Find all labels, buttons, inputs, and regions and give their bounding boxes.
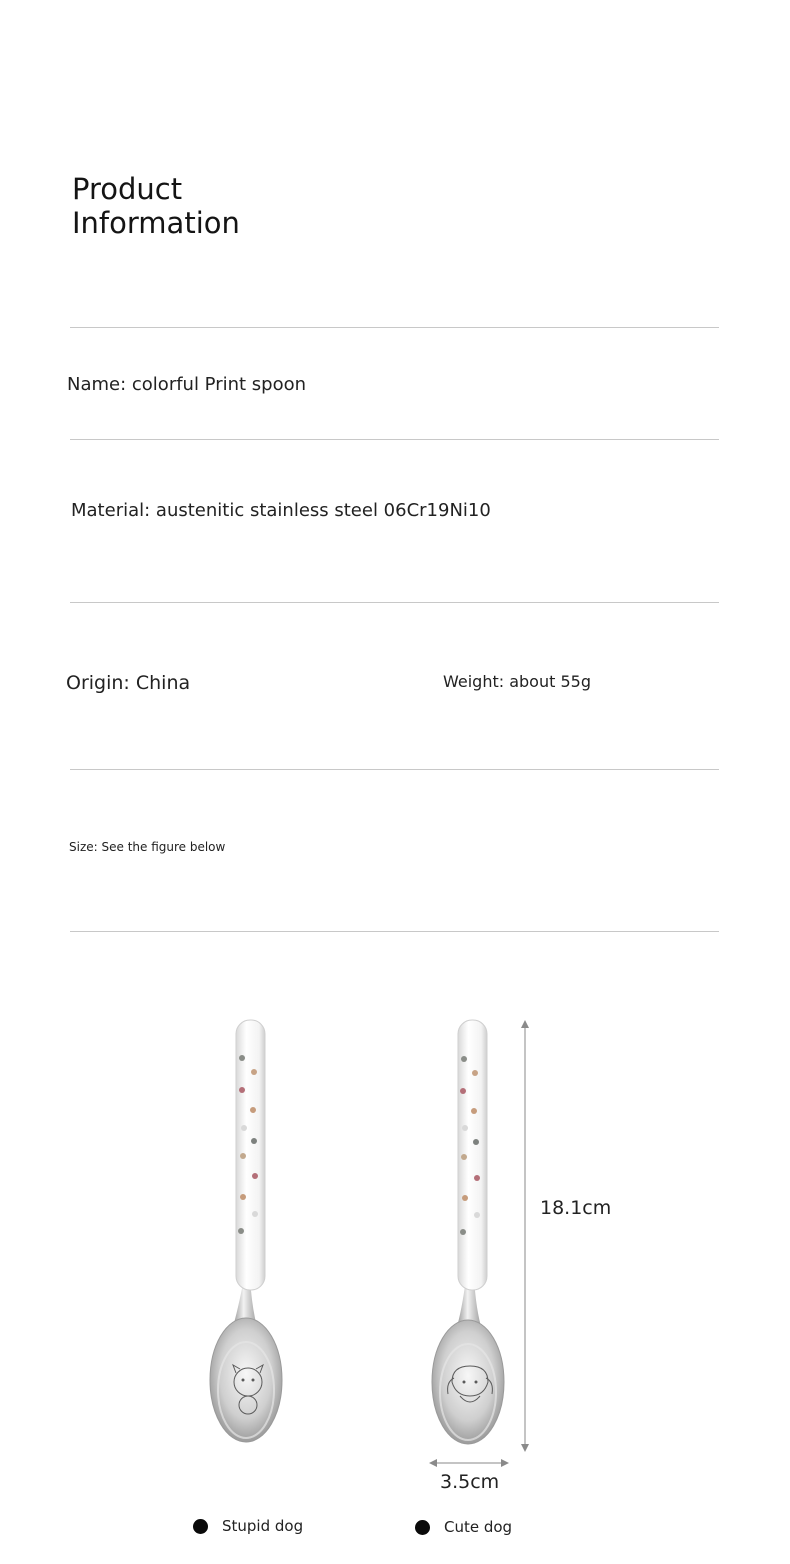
section-title-line-2: Information [72,206,240,240]
divider [70,439,719,440]
spoons-illustration [0,990,790,1564]
spoon-stupid-dog [210,1020,282,1442]
variant-cute-dog [415,1518,512,1536]
product-origin: Origin: China [66,672,191,694]
product-size: Size: See the figure below [69,840,226,854]
divider [70,602,719,603]
product-figure [0,990,790,1564]
divider [70,769,719,770]
product-material: Material: austenitic stainless steel 06Cr19Ni10 [71,500,491,521]
variant-stupid-dog [193,1517,303,1535]
divider [70,931,719,932]
bullet-dot-icon [193,1519,208,1534]
bullet-dot-icon [415,1520,430,1535]
product-weight: Weight: about 55g [443,672,591,691]
section-title-line-1: Product [72,172,183,206]
width-dimension-label: 3.5cm [440,1471,500,1493]
variant-label: Stupid dog [222,1517,304,1535]
divider [70,327,719,328]
spoon-cute-dog [432,1020,504,1444]
section-title [72,172,240,240]
product-name: Name: colorful Print spoon [67,374,307,395]
height-dimension-label: 18.1cm [540,1197,612,1219]
variant-label: Cute dog [444,1518,513,1536]
